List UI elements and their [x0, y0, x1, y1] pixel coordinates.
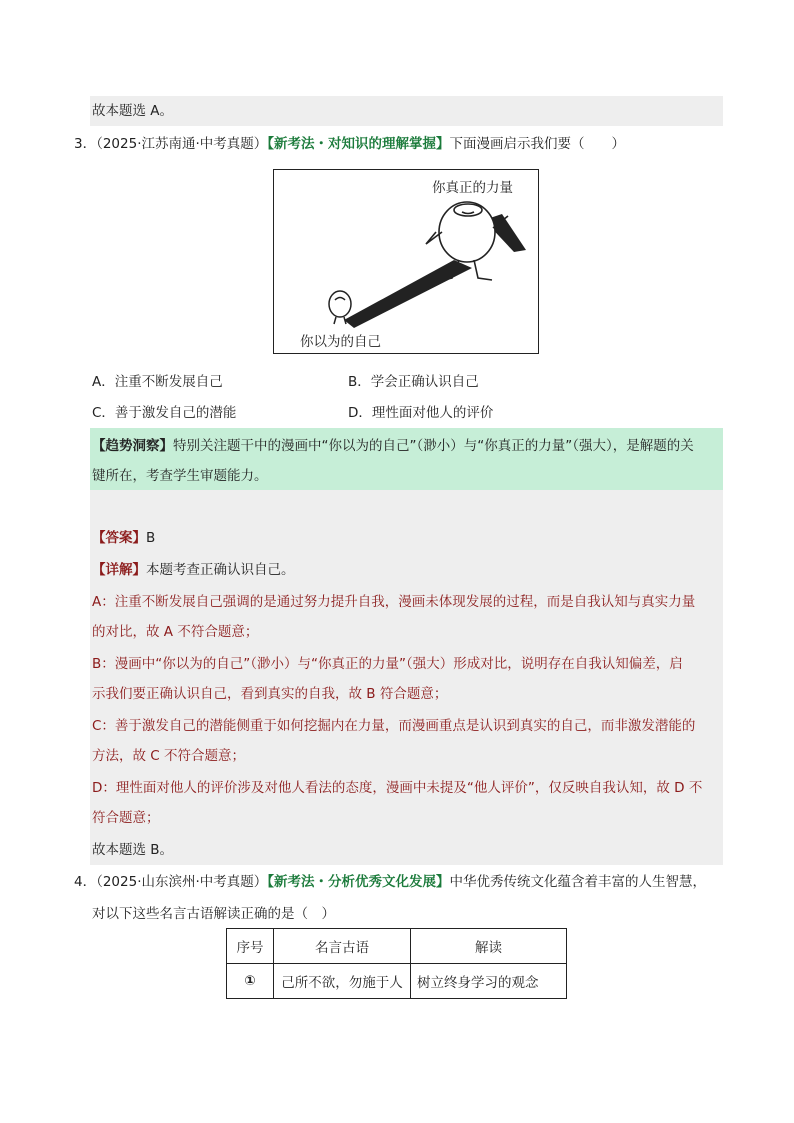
table-row	[227, 964, 567, 999]
option-a[interactable]: A．注重不断发展自己	[92, 374, 223, 390]
question-tag: 【新考法・分析优秀文化发展】	[267, 874, 450, 890]
detail-conclusion: 故本题选 B。	[92, 842, 174, 858]
shadow-path	[344, 260, 472, 328]
answer-band	[90, 490, 723, 865]
answer-value: B	[146, 530, 156, 546]
question-source: （2025·江苏南通·中考真题）	[96, 136, 268, 152]
comic-label-bottom: 你以为的自己	[300, 334, 381, 350]
detail-d-line-2: 符合题意；	[92, 810, 160, 826]
detail-b-line-1: B：漫画中“你以为的自己”（渺小）与“你真正的力量”（强大）形成对比，说明存在自我认知偏差，启	[92, 656, 683, 672]
detail-intro: 本题考查正确认识自己。	[146, 562, 295, 578]
question-tag: 【新考法・对知识的理解掌握】	[267, 136, 450, 152]
question-stem-1: 中华优秀传统文化蕴含着丰富的人生智慧，	[449, 874, 707, 890]
answer-tag: 【答案】	[92, 530, 146, 546]
question-source: （2025·山东滨州·中考真题）	[96, 874, 268, 890]
question-3-header	[74, 134, 625, 154]
comic-drawing	[274, 170, 538, 353]
detail-a-line-1: A：注重不断发展自己强调的是通过努力提升自我，漫画未体现发展的过程，而是自我认知与真实力量	[92, 594, 696, 610]
option-b[interactable]: B．学会正确认识自己	[348, 374, 479, 390]
conclusion-text: 故本题选 A。	[92, 103, 174, 119]
detail-c-line-1: C：善于激发自己的潜能侧重于如何挖掘内在力量，而漫画重点是认识到真实的自己，而非激发潜能的	[92, 718, 696, 734]
detail-b-line-2: 示我们要正确认识自己，看到真实的自我，故 B 符合题意；	[92, 686, 448, 702]
answer-line	[92, 528, 155, 548]
question-stem: 下面漫画启示我们要（ ）	[449, 136, 626, 152]
insight-line-2: 键所在，考查学生审题能力。	[92, 468, 268, 484]
detail-a-line-2: 的对比，故 A 不符合题意；	[92, 624, 259, 640]
option-d[interactable]: D．理性面对他人的评价	[348, 405, 494, 421]
detail-line	[92, 560, 295, 580]
table-header-row	[227, 929, 567, 964]
question-number: 4．	[74, 874, 97, 890]
comic-label-top: 你真正的力量	[432, 180, 513, 196]
comic-image	[273, 169, 539, 354]
proverb-table	[226, 928, 567, 999]
question-4-header	[74, 872, 706, 892]
row-index: ①	[227, 964, 274, 999]
detail-tag: 【详解】	[92, 562, 146, 578]
header-index: 序号	[227, 929, 274, 964]
question-stem-2: 对以下这些名言古语解读正确的是（ ）	[92, 906, 335, 922]
detail-c-line-2: 方法，故 C 不符合题意；	[92, 748, 246, 764]
question-number: 3．	[74, 136, 97, 152]
answer-band-top	[90, 96, 723, 126]
insight-line-1	[92, 436, 694, 456]
header-proverb: 名言古语	[274, 929, 411, 964]
header-interpretation: 解读	[411, 929, 567, 964]
row-interpretation: 树立终身学习的观念	[411, 964, 567, 999]
insight-text-1: 特别关注题干中的漫画中“你以为的自己”（渺小）与“你真正的力量”（强大），是解题的关	[173, 438, 694, 454]
insight-tag: 【趋势洞察】	[92, 438, 173, 454]
row-proverb: 己所不欲，勿施于人	[274, 964, 411, 999]
detail-d-line-1: D：理性面对他人的评价涉及对他人看法的态度，漫画中未提及“他人评价”，仅反映自我认知，故 D 不	[92, 780, 703, 796]
option-c[interactable]: C．善于激发自己的潜能	[92, 405, 237, 421]
